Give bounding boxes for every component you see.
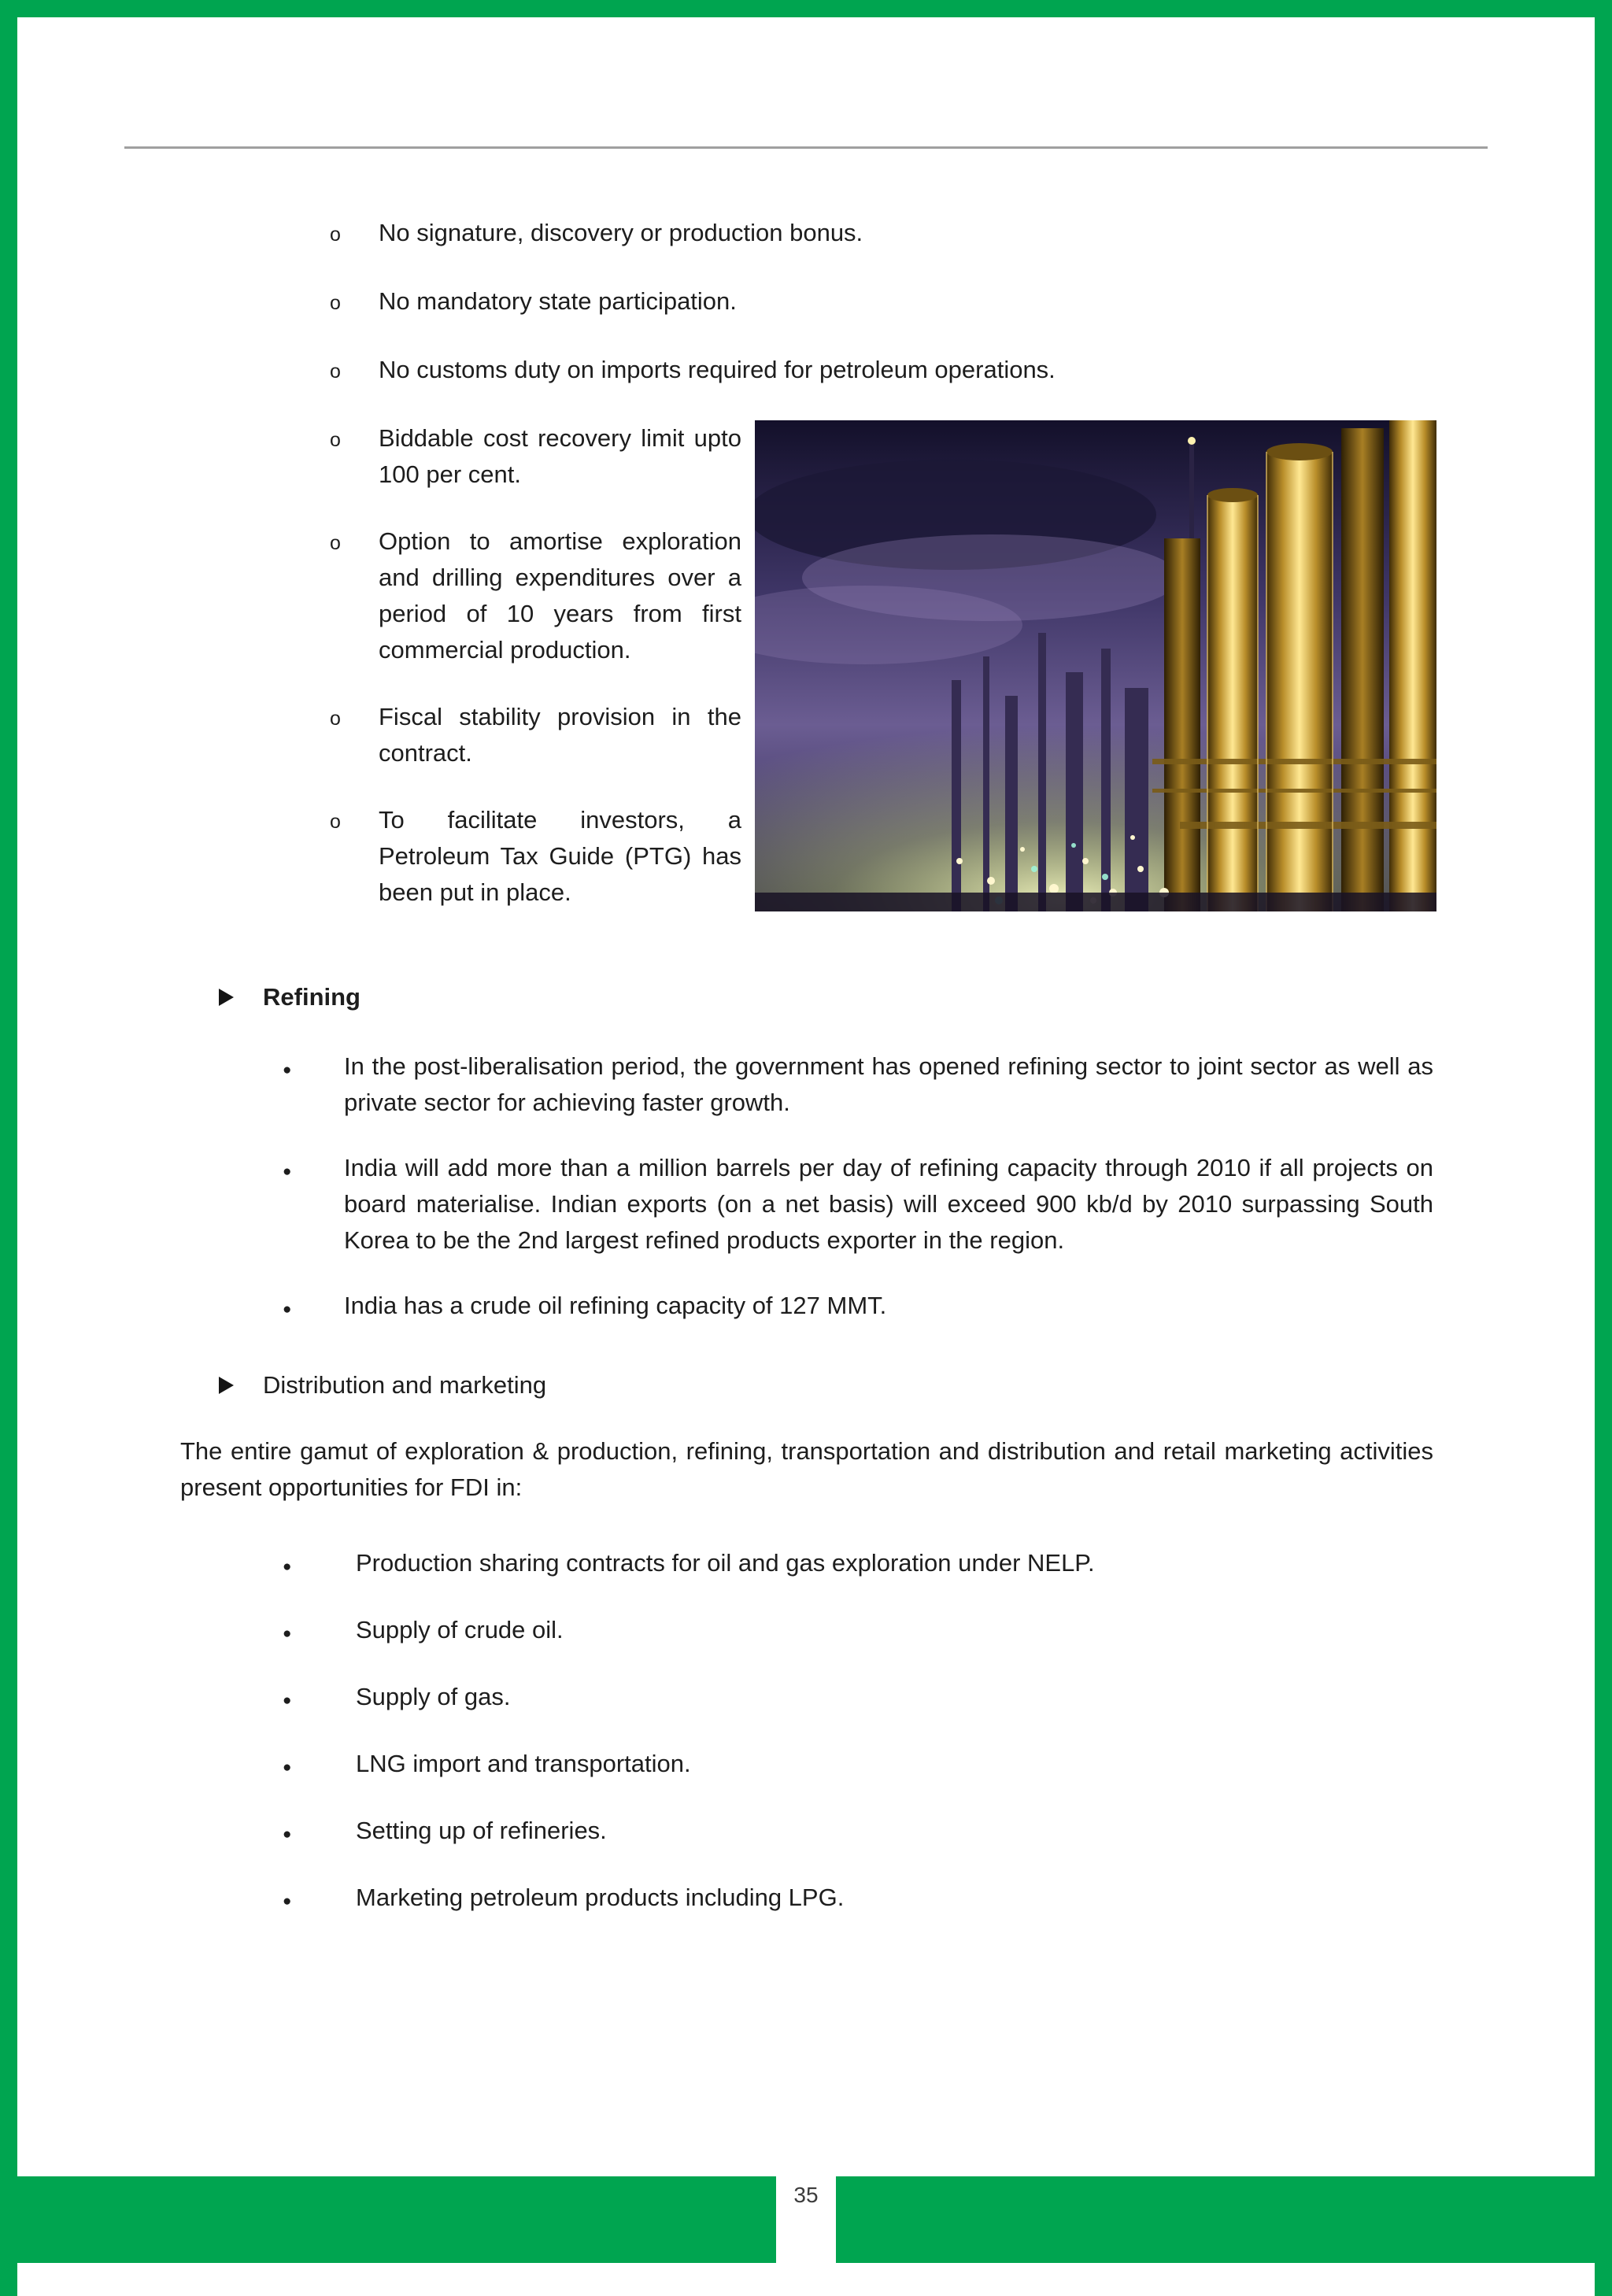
bullet-dot-icon: ● (283, 1692, 292, 1709)
bullet-dot-icon: ● (283, 1826, 292, 1843)
heading-label: Distribution and marketing (263, 1371, 547, 1399)
bullet-dot-icon: ● (283, 1163, 292, 1180)
list-item (283, 1746, 1433, 1786)
list-item-text: Option to amortise exploration and drilling expenditures over a period of 10 years from first commercial production. (379, 527, 741, 664)
list-item-text: India will add more than a million barrels per day of refining capacity through 2010 if all projects on board materialise. Indian exports (on a net basis) will exceed 900 kb/d by 2010 surpassing South Korea to be the 2nd largest refined products exporter in the region. (344, 1154, 1433, 1254)
bullet-dot-icon: ● (283, 1558, 292, 1575)
list-item-text: No signature, discovery or production bonus. (379, 219, 863, 246)
list-item-text: In the post-liberalisation period, the government has opened refining sector to joint sector as well as private sector for achieving faster growth. (344, 1052, 1433, 1116)
list-item (283, 1150, 1433, 1259)
list-item (330, 215, 1595, 253)
heading-arrow-icon (219, 989, 234, 1006)
list-item (330, 699, 741, 771)
o-bullet-icon: o (330, 224, 341, 246)
list-item-text: Setting up of refineries. (356, 1817, 607, 1844)
fiscal-terms-with-photo (330, 420, 1595, 941)
refining-heading (219, 979, 1595, 1015)
list-item-text: Biddable cost recovery limit upto 100 per cent. (379, 424, 741, 488)
list-item-text: Marketing petroleum products including LPG. (356, 1884, 845, 1911)
list-item-text: Production sharing contracts for oil and gas exploration under NELP. (356, 1549, 1095, 1577)
list-item (283, 1813, 1433, 1853)
bullet-dot-icon: ● (283, 1301, 292, 1318)
refinery-photo (755, 420, 1436, 911)
heading-arrow-icon (219, 1377, 234, 1394)
list-item-text: Supply of crude oil. (356, 1616, 564, 1643)
list-item-text: No customs duty on imports required for petroleum operations. (379, 356, 1056, 383)
list-item (283, 1679, 1433, 1719)
list-item (283, 1880, 1433, 1920)
fiscal-terms-list-narrow (330, 420, 741, 941)
page-number: 35 (793, 2183, 819, 2207)
page-number-box (776, 2176, 836, 2296)
list-item-text: Fiscal stability provision in the contract. (379, 703, 741, 767)
distribution-intro-paragraph: The entire gamut of exploration & production, refining, transportation and distribution and retail marketing activities present opportunities for FDI in: (180, 1437, 1433, 1501)
list-item (283, 1048, 1433, 1121)
bullet-dot-icon: ● (283, 1759, 292, 1776)
bullet-dot-icon: ● (283, 1062, 292, 1078)
heading-label: Refining (263, 983, 360, 1011)
bullet-dot-icon: ● (283, 1893, 292, 1910)
o-bullet-icon: o (330, 708, 341, 730)
list-item-text: Supply of gas. (356, 1683, 511, 1710)
list-item-text: To facilitate investors, a Petroleum Tax Guide (PTG) has been put in place. (379, 806, 741, 906)
list-item-text: No mandatory state participation. (379, 287, 737, 315)
list-item (330, 352, 1595, 390)
fiscal-terms-list-wide (330, 215, 1595, 390)
o-bullet-icon: o (330, 532, 341, 554)
list-item (330, 420, 741, 493)
distribution-list (283, 1545, 1433, 1920)
list-item (330, 523, 741, 668)
list-item-text: India has a crude oil refining capacity of 127 MMT. (344, 1292, 887, 1319)
o-bullet-icon: o (330, 429, 341, 451)
list-item (283, 1288, 1433, 1328)
o-bullet-icon: o (330, 360, 341, 383)
list-item-text: LNG import and transportation. (356, 1750, 691, 1777)
footer-bar (17, 2176, 1595, 2263)
bullet-dot-icon: ● (283, 1625, 292, 1642)
distribution-heading (219, 1367, 1595, 1403)
list-item (283, 1612, 1433, 1652)
o-bullet-icon: o (330, 292, 341, 314)
o-bullet-icon: o (330, 811, 341, 833)
list-item (330, 802, 741, 911)
list-item (330, 283, 1595, 321)
top-horizontal-rule (124, 146, 1488, 149)
list-item (283, 1545, 1433, 1585)
refining-list (283, 1048, 1433, 1328)
